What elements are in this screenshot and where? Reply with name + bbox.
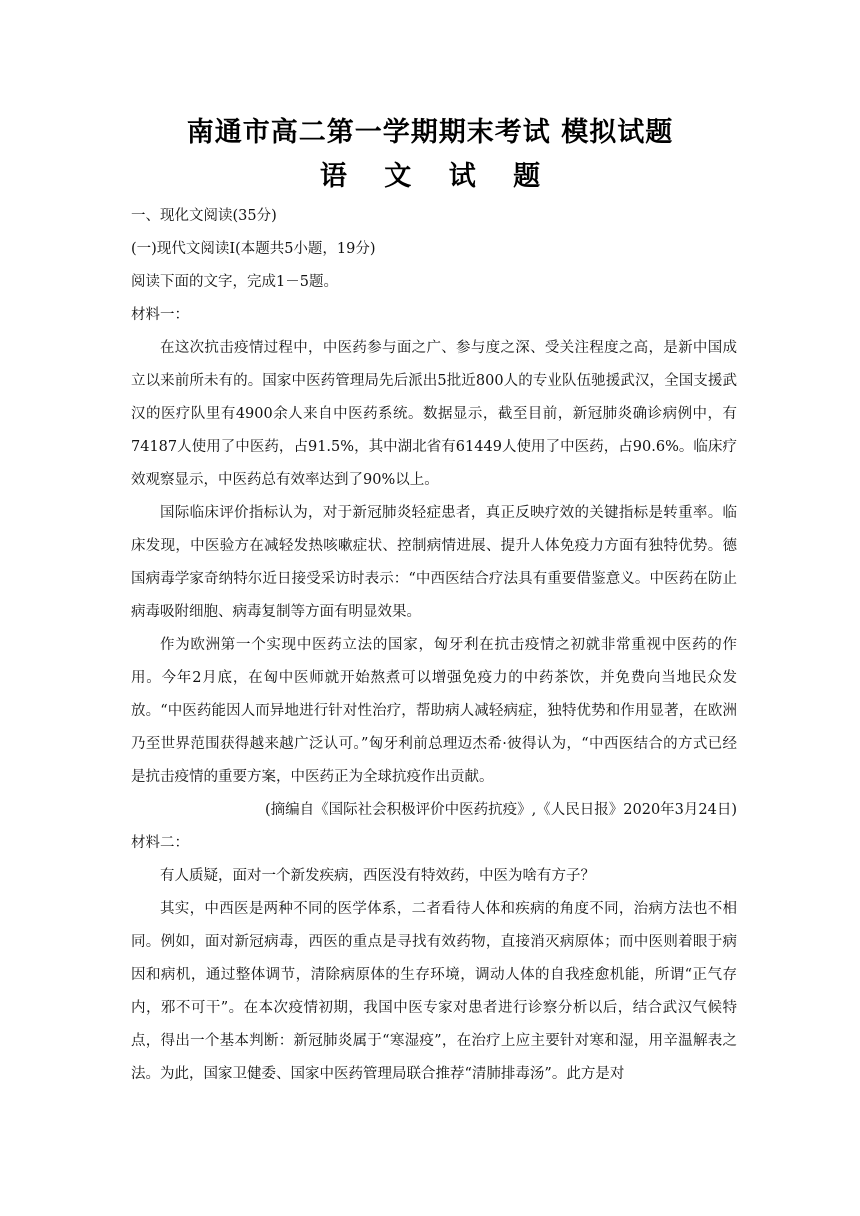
material-1-paragraph: 在这次抗击疫情过程中，中医药参与面之广、参与度之深、受关注程度之高，是新中国成立以来前所未有的。国家中医药管理局先后派出5批近800人的专业队伍驰援武汉，全国支援武汉的医疗队里有4900余人来自中医药系统。数据显示，截至目前，新冠肺炎确诊病例中，有74187人使用了中医药，占91.5%，其中湖北省有61449人使用了中医药，占90.6%。临床疗效观察显示，中医药总有效率达到了90%以上。 — [131, 340, 737, 488]
subsection-heading: (一)现代文阅读Ⅰ(本题共5小题，19分) — [131, 241, 376, 257]
section-heading: 一、现化文阅读(35分) — [131, 208, 277, 224]
material-1-label: 材料一： — [131, 307, 189, 323]
material-1-paragraph: 国际临床评价指标认为，对于新冠肺炎轻症患者，真正反映疗效的关键指标是转重率。临床发现，中医验方在减轻发热咳嗽症状、控制病情进展、提升人体免疫力方面有独特优势。德国病毒学家奇纳特尔近日接受采访时表示：“中西医结合疗法具有重要借鉴意义。中医药在防止病毒吸附细胞、病毒复制等方面有明显效果。 — [131, 505, 737, 620]
exam-subtitle: 语 文 试 题 — [319, 161, 555, 192]
exam-body — [131, 200, 737, 1091]
material-1-paragraph: 作为欧洲第一个实现中医药立法的国家，匈牙利在抗击疫情之初就非常重视中医药的作用。今年2月底，在匈中医师就开始熬煮可以增强免疫力的中药茶饮，并免费向当地民众发放。“中医药能因人而异地进行针对性治疗，帮助病人减轻病症，独特优势和作用显著，在欧洲乃至世界范围获得越来越广泛认可。”匈牙利前总理迈杰希·彼得认为，“中西医结合的方式已经是抗击疫情的重要方案，中医药正为全球抗疫作出贡献。 — [131, 637, 737, 785]
material-1-source: (摘编自《国际社会积极评价中医药抗疫》,《人民日报》2020年3月24日) — [265, 802, 737, 818]
material-2-label: 材料二： — [131, 835, 189, 851]
reading-instruction: 阅读下面的文字，完成1－5题。 — [131, 274, 338, 290]
exam-title: 南通市高二第一学期期末考试 模拟试题 — [186, 117, 674, 148]
material-2-paragraph: 其实，中西医是两种不同的医学体系，二者看待人体和疾病的角度不同，治病方法也不相同。例如，面对新冠病毒，西医的重点是寻找有效药物，直接消灭病原体；而中医则着眼于病因和病机，通过整体调节，清除病原体的生存环境，调动人体的自我痊愈机能，所谓“正气存内，邪不可干”。在本次疫情初期，我国中医专家对患者进行诊察分析以后，结合武汉气候特点，得出一个基本判断：新冠肺炎属于“寒湿疫”，在治疗上应主要针对寒和湿，用辛温解表之法。为此，国家卫健委、国家中医药管理局联合推荐“清肺排毒汤”。此方是对 — [131, 901, 737, 1082]
material-2-paragraph: 有人质疑，面对一个新发疾病，西医没有特效药，中医为啥有方子？ — [160, 868, 595, 884]
